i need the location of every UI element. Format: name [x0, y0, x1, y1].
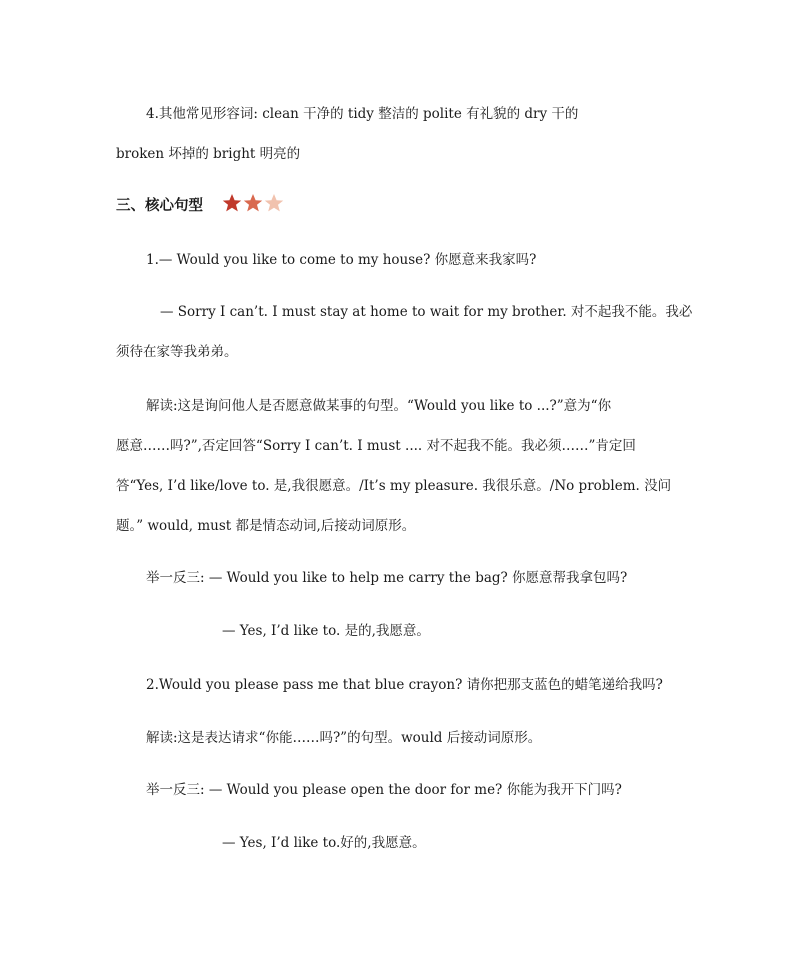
pattern-2-question: 2.Would you please pass me that blue crayon? 请你把那支蓝色的蜡笔递给我吗?: [146, 677, 663, 693]
explanation-1-line-3: 答“Yes, I’d like/love to. 是,我很愿意。/It’s my pleasure. 我很乐意。/No problem. 没问: [116, 478, 672, 494]
example-1-question: 举一反三: — Would you like to help me carry the bag? 你愿意帮我拿包吗?: [146, 570, 628, 586]
star-faded-icon: [264, 193, 284, 213]
explanation-2: 解读:这是表达请求“你能……吗?”的句型。would 后接动词原形。: [146, 730, 542, 746]
adjectives-line-2: broken 坏掉的 bright 明亮的: [116, 146, 301, 162]
explanation-1-line-2: 愿意……吗?”,否定回答“Sorry I can’t. I must .... 对不起我不能。我必须……”肯定回: [116, 438, 636, 454]
section-heading: 三、核心句型: [116, 198, 203, 214]
adjectives-line-1: 4.其他常见形容词: clean 干净的 tidy 整洁的 polite 有礼貌的 dry 干的: [146, 106, 579, 122]
star-full-icon: [222, 193, 242, 213]
star-full-icon: [243, 193, 263, 213]
example-2-answer: — Yes, I’d like to.好的,我愿意。: [222, 835, 426, 851]
difficulty-stars: [222, 193, 284, 213]
explanation-1-line-1: 解读:这是询问他人是否愿意做某事的句型。“Would you like to ...?”意为“你: [146, 398, 612, 414]
explanation-1-line-4: 题。” would, must 都是情态动词,后接动词原形。: [116, 518, 416, 534]
pattern-1-question: 1.— Would you like to come to my house? 你愿意来我家吗?: [146, 252, 537, 268]
example-2-question: 举一反三: — Would you please open the door for me? 你能为我开下门吗?: [146, 782, 622, 798]
pattern-1-answer-line-1: — Sorry I can’t. I must stay at home to wait for my brother. 对不起我不能。我必: [160, 304, 693, 320]
pattern-1-answer-line-2: 须待在家等我弟弟。: [116, 344, 238, 360]
example-1-answer: — Yes, I’d like to. 是的,我愿意。: [222, 623, 430, 639]
